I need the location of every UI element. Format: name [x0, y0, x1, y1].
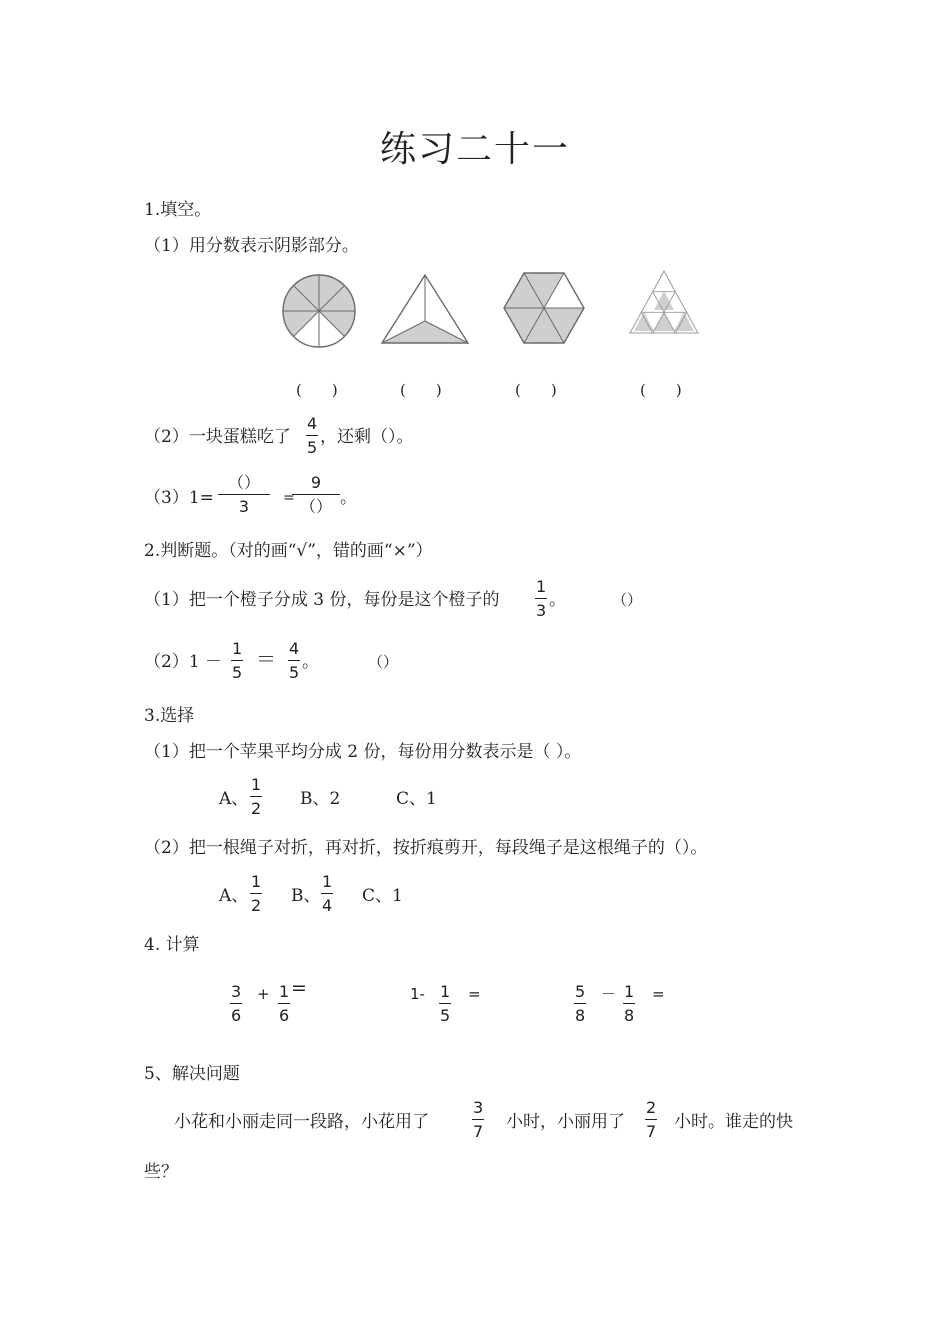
numerator: 5 [575, 982, 586, 1001]
numerator: 1 [322, 872, 333, 891]
equals-sign: = [468, 985, 481, 1003]
denominator: 3 [238, 497, 250, 516]
fraction-5-8 [574, 983, 586, 1025]
denominator: 3 [536, 601, 547, 620]
page-title: 练习二十一 [379, 129, 570, 170]
numerator: 3 [231, 982, 242, 1001]
q1-heading: 1.填空。 [144, 200, 212, 220]
q1-part2-tail: ，还剩（）。 [320, 427, 414, 447]
numerator: 1 [251, 775, 262, 794]
triangle-grid-shaded-parts [634, 291, 694, 331]
q2-part1-tail: 。 [549, 590, 566, 610]
answer-blank-1[interactable]: ( ) [296, 381, 338, 399]
q2-heading: 2.判断题。（对的画“√”，错的画“×”） [144, 541, 433, 561]
denominator: 8 [624, 1006, 635, 1025]
denominator: 5 [307, 438, 318, 457]
q1-part1-text: （1）用分数表示阴影部分。 [144, 236, 359, 256]
equals-sign: = [652, 985, 665, 1003]
q3-part2-text: （2）把一根绳子对折，再对折，按折痕剪开，每段绳子是这根绳子的（）。 [144, 838, 708, 858]
denominator: 7 [473, 1122, 484, 1141]
fraction-1-5 [231, 640, 243, 682]
q2-part1-text: （1）把一个橙子分成 3 份，每份是这个橙子的 [144, 590, 500, 610]
fraction-9-over-blank [292, 474, 340, 516]
equals-sign: = [283, 490, 295, 506]
fraction-3-6 [230, 983, 242, 1025]
denominator[interactable]: （） [299, 497, 332, 516]
option-a-label: A、 [219, 789, 249, 809]
q5-heading: 5、解决问题 [144, 1064, 240, 1084]
fraction-2-7 [645, 1099, 657, 1141]
numerator: 1 [251, 872, 262, 891]
numerator: 2 [646, 1098, 657, 1117]
plus-sign: + [257, 985, 270, 1003]
numerator: 3 [473, 1098, 484, 1117]
denominator: 7 [646, 1122, 657, 1141]
q3-part1-text: （1）把一个苹果平均分成 2 份，每份用分数表示是（ ）。 [144, 742, 582, 762]
option-b[interactable]: B、2 [300, 789, 341, 809]
denominator: 2 [251, 799, 262, 818]
q1-part2-text: （2）一块蛋糕吃了 [144, 427, 291, 447]
numerator[interactable]: （） [227, 473, 260, 492]
triangle-figure [378, 273, 472, 347]
one-minus: 1- [410, 985, 425, 1003]
denominator: 5 [440, 1006, 451, 1025]
q2-part2-prefix: （2）1 － [144, 652, 223, 672]
equals-sign: = [291, 977, 307, 999]
option-b-label: B、 [291, 886, 321, 906]
minus-sign: － [601, 985, 617, 1003]
judge-blank-1[interactable]: （） [612, 591, 643, 609]
numerator: 1 [440, 982, 451, 1001]
option-c[interactable]: C、1 [396, 789, 437, 809]
fraction-1-4[interactable] [321, 873, 333, 915]
numerator: 1 [232, 639, 243, 658]
numerator: 4 [289, 639, 300, 658]
denominator: 6 [279, 1006, 290, 1025]
denominator: 4 [322, 896, 333, 915]
denominator: 2 [251, 896, 262, 915]
q5-text-1: 小花和小丽走同一段路，小花用了 [174, 1112, 429, 1132]
q5-text-2: 小时，小丽用了 [506, 1112, 625, 1132]
hexagon-figure [501, 269, 587, 347]
q5-text-4: 些？ [144, 1162, 178, 1182]
numerator: 4 [307, 414, 318, 433]
circle-figure [281, 273, 357, 349]
fraction-3-7 [472, 1099, 484, 1141]
triangle-shaded-part [382, 321, 468, 343]
q2-part2-tail: 。 [302, 652, 319, 672]
fraction-1-2[interactable] [250, 776, 262, 818]
denominator: 6 [231, 1006, 242, 1025]
numerator: 1 [279, 982, 290, 1001]
answer-blank-3[interactable]: ( ) [515, 381, 557, 399]
option-c[interactable]: C、1 [362, 886, 403, 906]
fraction-4-5 [288, 640, 300, 682]
q1-part3-end: 。 [340, 488, 357, 508]
option-a-label: A、 [219, 886, 249, 906]
fraction-1-2[interactable] [250, 873, 262, 915]
q4-heading: 4. 计算 [144, 935, 200, 955]
q5-text-3: 小时。谁走的快 [674, 1112, 793, 1132]
denominator: 5 [289, 663, 300, 682]
judge-blank-2[interactable]: （） [368, 653, 399, 671]
fraction-1-6 [278, 983, 290, 1025]
denominator: 8 [575, 1006, 586, 1025]
numerator: 1 [536, 577, 547, 596]
fraction-1-8 [623, 983, 635, 1025]
fraction-1-3 [535, 578, 547, 620]
numerator: 9 [310, 473, 322, 492]
fraction-blank-over-3 [218, 474, 270, 516]
answer-blank-4[interactable]: ( ) [640, 381, 682, 399]
denominator: 5 [232, 663, 243, 682]
triangle-grid-figure [625, 269, 703, 337]
numerator: 1 [624, 982, 635, 1001]
equals-sign: ＝ [256, 647, 276, 671]
q1-part3-prefix: （3）1= [144, 488, 214, 508]
answer-blank-2[interactable]: ( ) [400, 381, 442, 399]
fraction-4-5 [306, 415, 318, 457]
q3-heading: 3.选择 [144, 706, 195, 726]
fraction-1-5 [439, 983, 451, 1025]
